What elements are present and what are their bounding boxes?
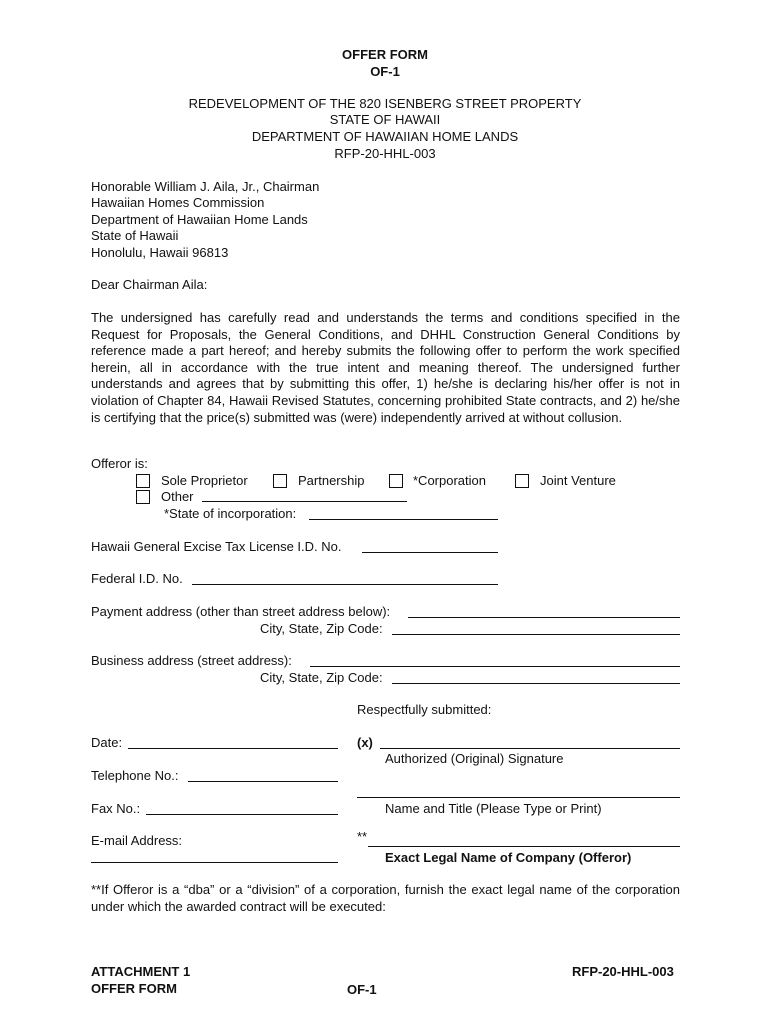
- date-label: Date:: [91, 735, 123, 750]
- salutation: Dear Chairman Aila:: [91, 277, 208, 292]
- address-line: Department of Hawaiian Home Lands: [91, 211, 308, 227]
- address-line: State of Hawaii: [91, 228, 179, 244]
- form-title: OFFER FORM: [342, 47, 428, 62]
- fax-label: Fax No.:: [91, 801, 141, 816]
- payment-address-line[interactable]: [408, 617, 680, 618]
- payment-city-label: City, State, Zip Code:: [260, 621, 383, 636]
- state-heading: STATE OF HAWAII: [329, 112, 441, 127]
- signature-line[interactable]: [380, 748, 680, 749]
- business-city-label: City, State, Zip Code:: [260, 670, 383, 685]
- sole-proprietor-label: Sole Proprietor: [161, 473, 248, 488]
- project-title: REDEVELOPMENT OF THE 820 ISENBERG STREET PROPERTY: [188, 96, 582, 111]
- address-line: Honolulu, Hawaii 96813: [91, 244, 229, 260]
- federal-id-label: Federal I.D. No.: [91, 571, 183, 586]
- joint-venture-label: Joint Venture: [540, 473, 616, 488]
- business-address-line[interactable]: [310, 666, 680, 667]
- payment-city-line[interactable]: [392, 634, 680, 635]
- rfp-number: RFP-20-HHL-003: [334, 146, 436, 161]
- department-heading: DEPARTMENT OF HAWAIIAN HOME LANDS: [251, 129, 519, 144]
- partnership-checkbox[interactable]: [273, 474, 287, 488]
- recipient-address: [91, 179, 319, 261]
- payment-address-label: Payment address (other than street address below):: [91, 604, 391, 619]
- federal-id-line[interactable]: [192, 584, 498, 585]
- name-title-caption: Name and Title (Please Type or Print): [385, 801, 602, 816]
- address-line: Hawaiian Homes Commission: [91, 195, 265, 211]
- footer-rfp: RFP-20-HHL-003: [572, 964, 674, 979]
- form-id: OF-1: [370, 64, 400, 79]
- footnote: **If Offeror is a “dba” or a “division” of a corporation, furnish the exact legal name of the corporation under which the awarded contract will be executed:: [91, 882, 680, 914]
- date-line[interactable]: [128, 748, 338, 749]
- joint-venture-checkbox[interactable]: [515, 474, 529, 488]
- fax-line[interactable]: [146, 814, 338, 815]
- name-title-line[interactable]: [357, 797, 680, 798]
- ge-tax-line[interactable]: [362, 552, 498, 553]
- corporation-checkbox[interactable]: [389, 474, 403, 488]
- partnership-label: Partnership: [298, 473, 365, 488]
- ge-tax-label: Hawaii General Excise Tax License I.D. No.: [91, 539, 342, 554]
- other-checkbox[interactable]: [136, 490, 150, 504]
- email-line[interactable]: [91, 862, 338, 863]
- footer-page-id: OF-1: [347, 982, 377, 997]
- signature-mark: (x): [357, 735, 373, 750]
- sole-proprietor-checkbox[interactable]: [136, 474, 150, 488]
- telephone-line[interactable]: [188, 781, 338, 782]
- legal-name-line[interactable]: [368, 846, 680, 847]
- authorized-signature-caption: Authorized (Original) Signature: [385, 751, 564, 766]
- business-city-line[interactable]: [392, 683, 680, 684]
- other-label: Other: [161, 489, 194, 504]
- telephone-label: Telephone No.:: [91, 768, 179, 783]
- double-star-mark: **: [357, 829, 368, 844]
- email-label: E-mail Address:: [91, 833, 183, 848]
- legal-name-caption: Exact Legal Name of Company (Offeror): [385, 850, 632, 865]
- footer-attachment: ATTACHMENT 1: [91, 964, 191, 979]
- offeror-label: Offeror is:: [91, 456, 148, 471]
- business-address-label: Business address (street address):: [91, 653, 292, 668]
- footer-offer-form: OFFER FORM: [91, 981, 177, 996]
- other-input-line[interactable]: [202, 501, 407, 502]
- state-of-incorporation-line[interactable]: [309, 519, 498, 520]
- address-line: Honorable William J. Aila, Jr., Chairman: [91, 179, 320, 194]
- corporation-label: *Corporation: [413, 473, 486, 488]
- state-of-incorporation-label: *State of incorporation:: [164, 506, 297, 521]
- respectfully-submitted: Respectfully submitted:: [357, 702, 492, 717]
- body-paragraph: The undersigned has carefully read and understands the terms and conditions specified in the Request for Proposals, the General Conditions, and DHHL Construction General Conditions by reference made a part hereof; and hereby submits the following offer to perform the work specified herein, all in accordance with the true intent and meaning thereof. The undersigned further understands and agrees that by submitting this offer, 1) he/she is declaring his/her offer is not in violation of Chapter 84, Hawaii Revised Statutes, concerning prohibited State contracts, and 2) he/she is certifying that the price(s) submitted was (were) independently arrived at without collusion.: [91, 310, 680, 425]
